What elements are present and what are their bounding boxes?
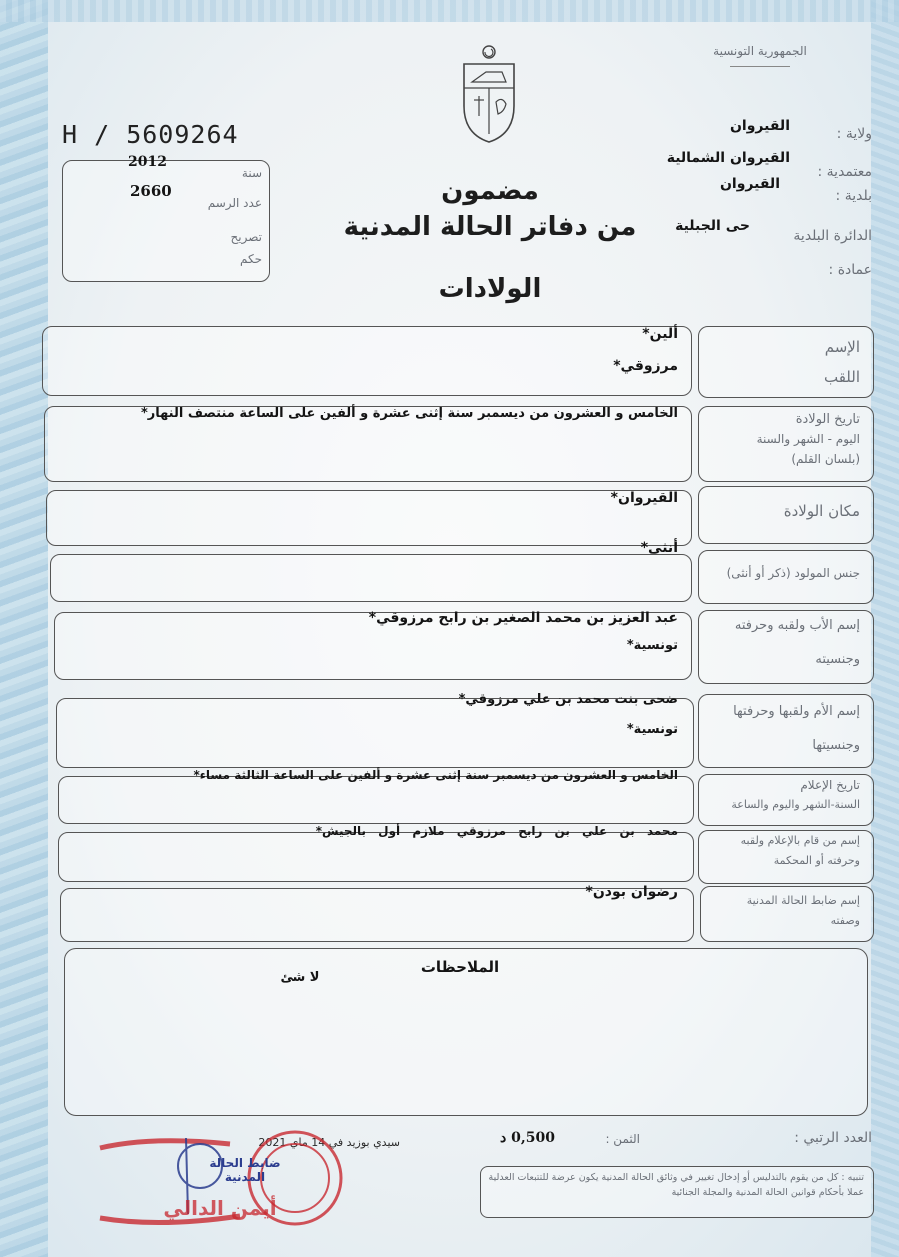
label-declaration-date-sub: السنة-الشهر واليوم والساعة — [731, 798, 860, 811]
value-father: عبد العزيز بن محمد الصغير بن رابح مرزوقي* — [368, 610, 678, 626]
motamadia-label: معتمدية : — [817, 164, 872, 180]
serial-number: H / 5609264 — [62, 120, 239, 149]
value-birth-place: القيروان* — [610, 490, 678, 506]
coat-of-arms-icon — [458, 42, 520, 144]
value-mother: ضحى بنت محمد بن علي مرزوقي* — [458, 692, 678, 707]
value-declaration-date: الخامس و العشرون من ديسمبر سنة إثنى عشرة و ألفين على الساعة الثالثة مساء* — [193, 768, 678, 782]
label-declarant-sub: وحرفته أو المحكمة — [773, 854, 860, 867]
hokm-label: حكم — [239, 252, 262, 266]
record-number-label: عدد الرسم — [207, 196, 262, 210]
label-father: إسم الأب ولقبه وحرفته — [734, 618, 860, 633]
signature: أيمن الدالي — [163, 1196, 277, 1220]
security-border-right — [871, 0, 899, 1257]
tasrih-label: تصريح — [230, 230, 262, 244]
label-birth-date-words: (بلسان القلم) — [791, 452, 860, 466]
value-sex: أنثى* — [640, 540, 678, 556]
label-declaration-date: تاريخ الإعلام — [800, 778, 860, 792]
section-title-births: الولادات — [438, 274, 542, 304]
label-mother: إسم الأم ولقبها وحرفتها — [733, 704, 860, 719]
stamp-text: ضابط الحالة المدنية — [209, 1156, 281, 1184]
label-last-name: اللقب — [823, 368, 860, 386]
title-madmoun: مضمون — [441, 176, 539, 206]
republic-title: الجمهورية التونسية — [713, 44, 807, 58]
value-box-declaration-date — [58, 776, 694, 824]
label-declarant: إسم من قام بالإعلام ولقبه — [740, 834, 860, 847]
value-last-name: مرزوقي* — [613, 358, 678, 374]
price-value: 0,500 د — [500, 1130, 555, 1146]
security-border-top — [0, 0, 899, 22]
remarks-value: لا شئ — [280, 970, 320, 985]
price-label: الثمن : — [605, 1132, 640, 1146]
value-box-declarant — [58, 832, 694, 882]
year-label: سنة — [241, 166, 262, 180]
label-birth-place: مكان الولادة — [783, 502, 860, 520]
value-officer: رضوان بودن* — [585, 884, 678, 900]
republic-underline — [730, 66, 790, 67]
remarks-label: الملاحظات — [420, 958, 500, 976]
label-birth-date-sub: اليوم - الشهر والسنة — [756, 432, 860, 446]
year-value: 2012 — [128, 154, 167, 170]
dairat-label: الدائرة البلدية — [793, 228, 872, 244]
place-date: سيدي بوزيد في 14 ماي 2021 — [258, 1136, 400, 1149]
security-border-left — [0, 0, 48, 1257]
value-declarant: محمد بن علي بن رابح مرزوقي ملازم أول بالجيش* — [315, 824, 678, 838]
value-first-name: ألين* — [642, 326, 678, 342]
serial-order-label: العدد الرتبي : — [794, 1130, 872, 1146]
omada-label: عمادة : — [828, 262, 872, 278]
wilaya-label: ولاية : — [836, 126, 872, 142]
title-civil-registers: من دفاتر الحالة المدنية — [343, 212, 637, 242]
label-mother-nationality: وجنسيتها — [812, 738, 860, 753]
value-father-nationality: تونسية* — [626, 638, 678, 653]
baladia-value: القيروان — [719, 176, 780, 192]
label-box-name — [698, 326, 874, 398]
value-mother-nationality: تونسية* — [626, 722, 678, 737]
value-box-sex — [50, 554, 692, 602]
dairat-value: حى الجبلية — [675, 218, 750, 234]
warning-text: تنبيه : كل من يقوم بالتدليس أو إدخال تغيير في وثائق الحالة المدنية يكون عرضة للتتبعات العدلية عملا بأحكام قوانين الحالة المدنية والمجلة الجنائية — [488, 1172, 864, 1198]
label-sex: جنس المولود (ذكر أو أنثى) — [726, 566, 860, 580]
label-birth-date: تاريخ الولادة — [795, 412, 860, 427]
label-officer-sub: وصفته — [830, 914, 860, 927]
label-officer: إسم ضابط الحالة المدنية — [746, 894, 860, 907]
baladia-label: بلدية : — [835, 188, 872, 204]
motamadia-value: القيروان الشمالية — [666, 150, 790, 166]
wilaya-value: القيروان — [729, 118, 790, 134]
label-father-nationality: وجنسيته — [815, 652, 860, 667]
value-birth-date: الخامس و العشرون من ديسمبر سنة إثنى عشرة و ألفين على الساعة منتصف النهار* — [140, 406, 678, 421]
record-number-value: 2660 — [130, 182, 172, 200]
label-first-name: الإسم — [824, 338, 860, 356]
